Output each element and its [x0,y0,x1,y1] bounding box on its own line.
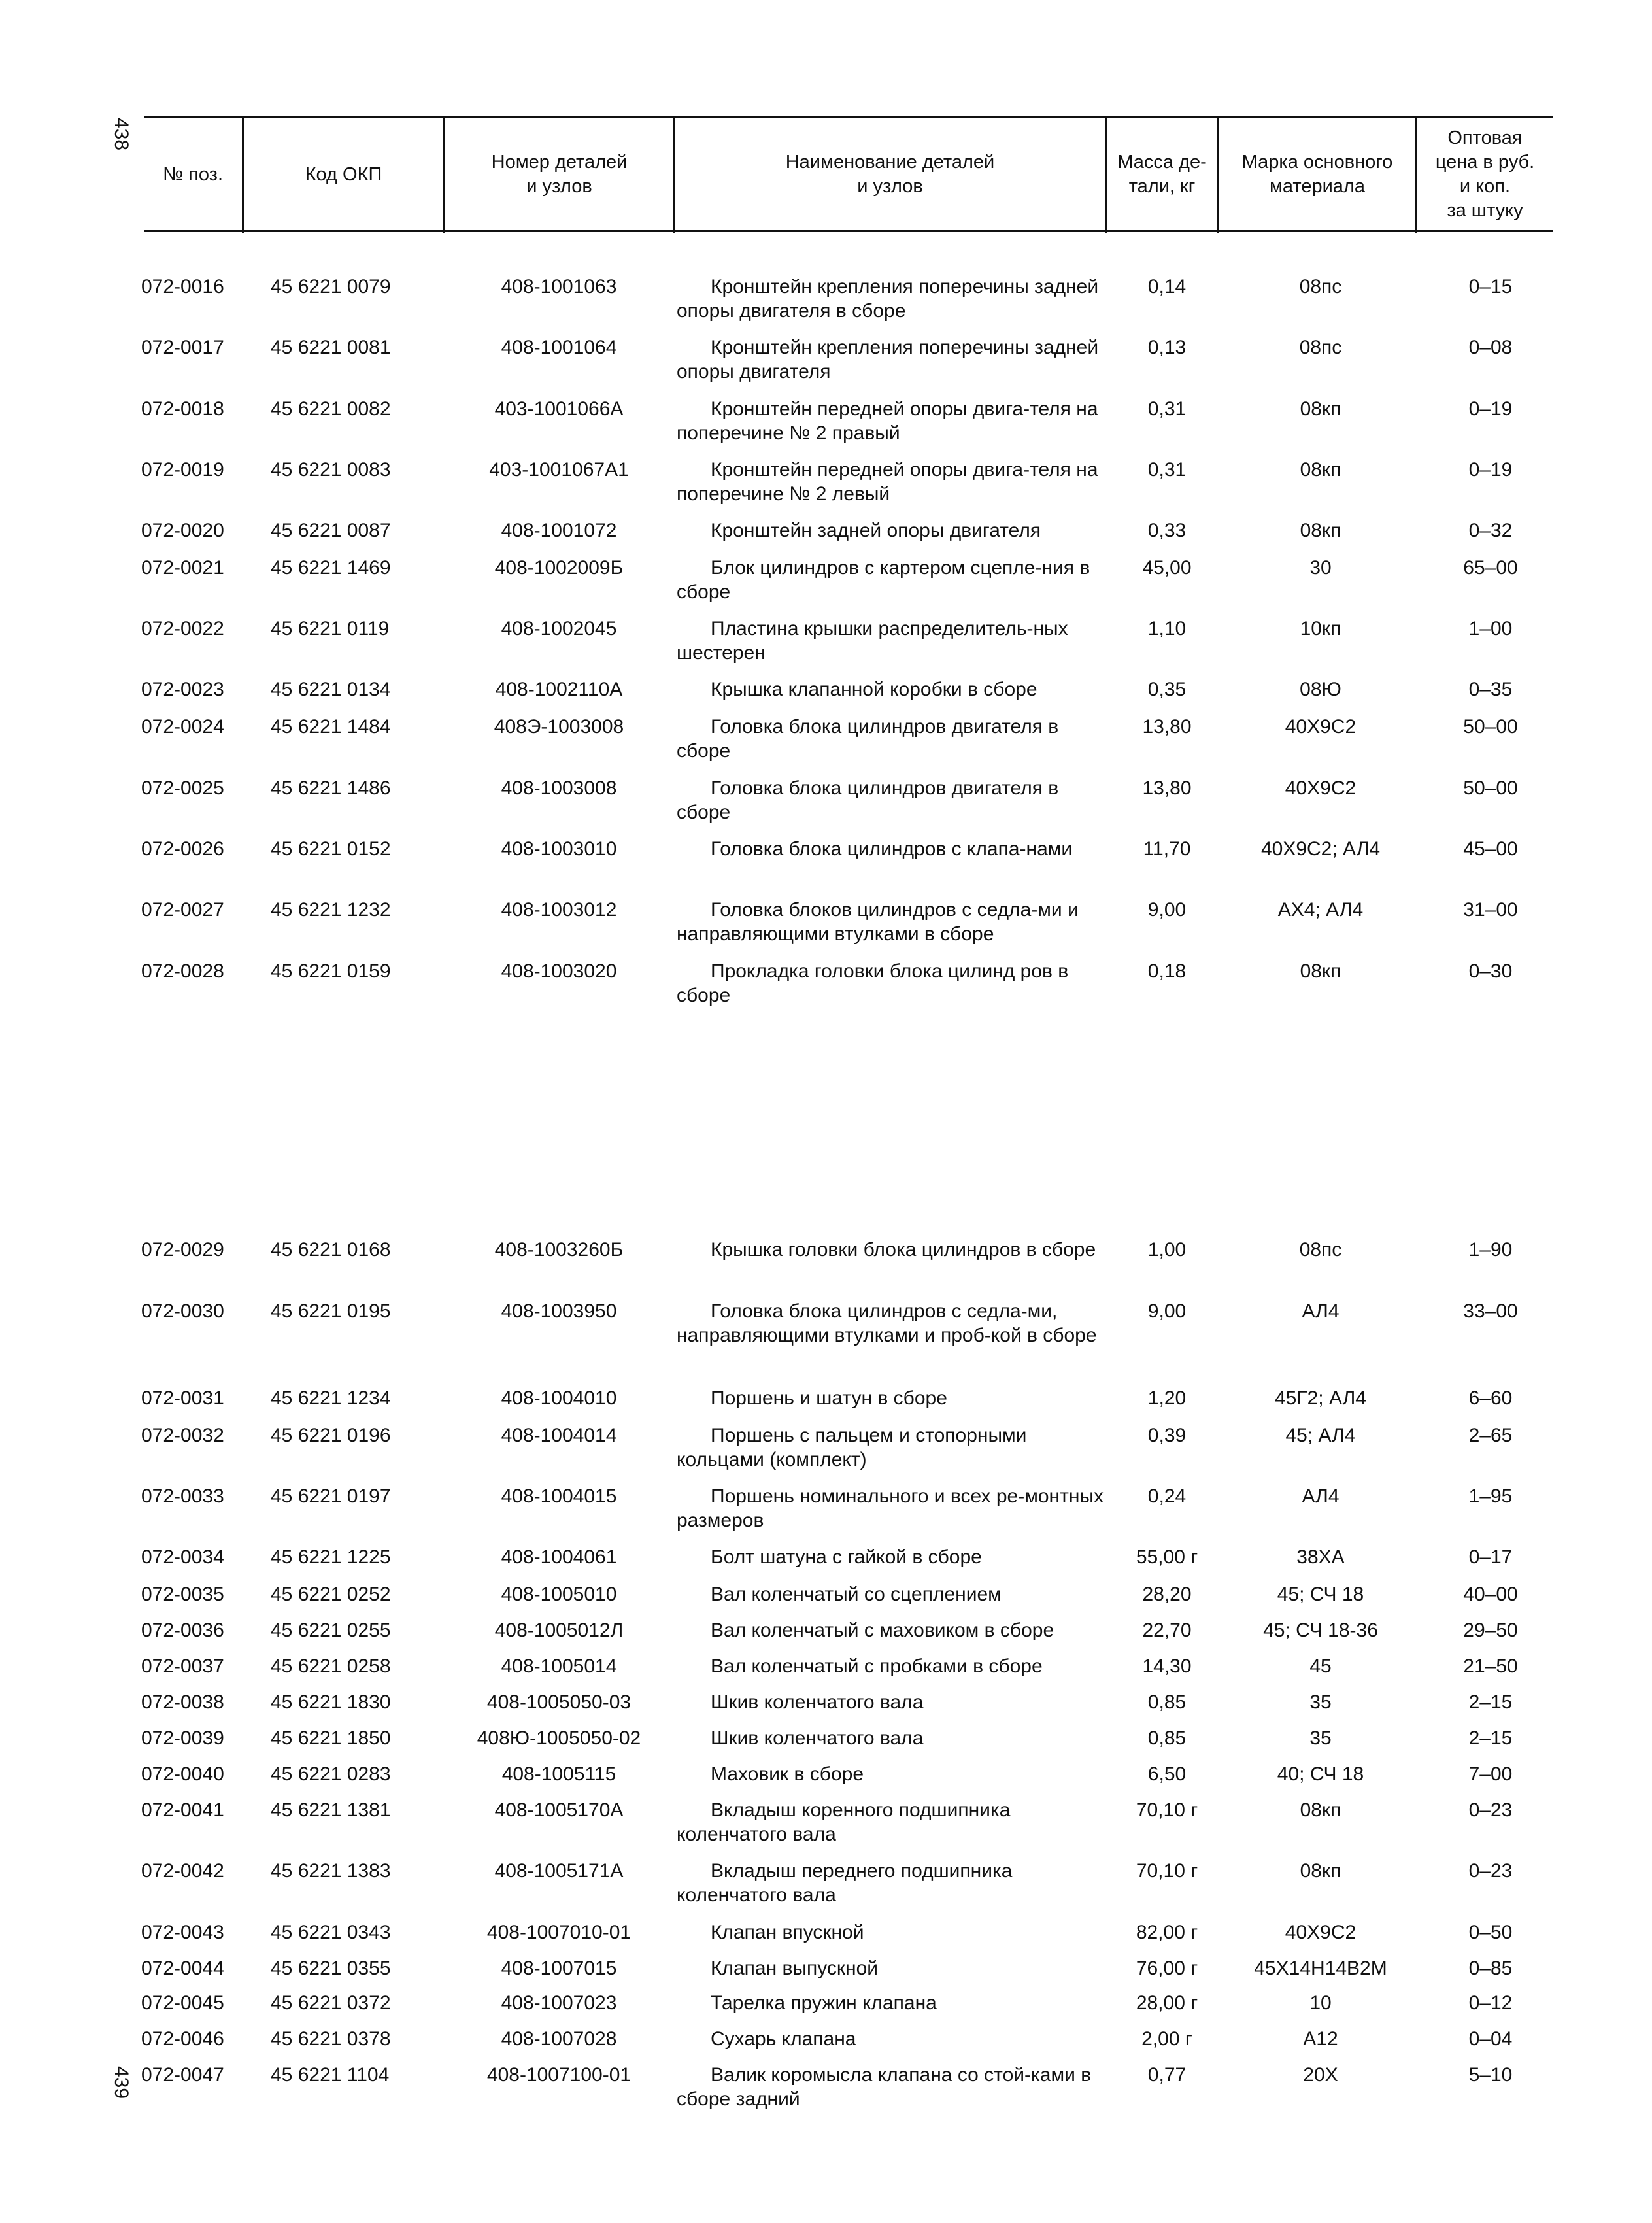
mass-cell: 70,10 г [1136,1860,1198,1882]
mass-cell: 11,70 [1143,838,1191,860]
part-number-cell: 408-1002045 [501,618,617,639]
okp-code-cell: 45 6221 0343 [271,1922,391,1943]
price-cell: 33–00 [1463,1300,1518,1322]
price-cell: 40–00 [1463,1584,1518,1605]
price-cell: 0–19 [1468,459,1513,481]
okp-code-cell: 45 6221 0372 [271,1992,391,2014]
price-cell: 1–90 [1468,1239,1513,1261]
mass-cell: 0,31 [1147,459,1187,481]
price-cell: 0–08 [1468,337,1513,358]
page-number-bottom: 439 [110,2065,133,2099]
mass-cell: 28,20 [1142,1584,1192,1605]
mass-cell: 82,00 г [1136,1922,1198,1943]
price-cell: 7–00 [1468,1763,1513,1785]
okp-code-cell: 45 6221 0087 [271,520,391,541]
part-name-cell: Валик коромысла клапана со стой-ками в сборе задний [677,2064,1092,2110]
pos-cell: 072-0046 [141,2028,224,2050]
part-name-cell: Крышка клапанной коробки в сборе [711,679,1037,700]
part-number-cell: 408-1003010 [501,838,617,860]
material-cell: 08пс [1299,1239,1342,1261]
okp-code-cell: 45 6221 0255 [271,1620,391,1641]
part-number-cell: 408-1003012 [501,899,617,921]
material-cell: 08кп [1300,1860,1341,1882]
pos-cell: 072-0020 [141,520,224,541]
material-cell: 40Х9С2 [1285,716,1357,738]
price-cell: 0–35 [1468,679,1513,700]
pos-cell: 072-0033 [141,1485,224,1507]
pos-cell: 072-0016 [141,276,224,297]
pos-cell: 072-0042 [141,1860,224,1882]
price-cell: 5–10 [1468,2064,1513,2086]
pos-cell: 072-0045 [141,1992,224,2014]
part-number-cell: 408-1001063 [501,276,617,297]
price-cell: 2–15 [1468,1691,1513,1713]
part-name-cell: Пластина крышки распределитель-ных шестерен [677,618,1068,664]
part-number-cell: 408-1007023 [501,1992,617,2014]
price-cell: 0–04 [1468,2028,1513,2050]
pos-cell: 072-0041 [141,1799,224,1821]
mass-cell: 1,00 [1147,1239,1187,1261]
material-cell: АХ4; АЛ4 [1277,899,1364,921]
pos-cell: 072-0019 [141,459,224,481]
header-material: Марка основного материала [1241,152,1393,197]
part-number-cell: 408-1003020 [501,960,617,982]
part-number-cell: 408-1003008 [501,777,617,799]
okp-code-cell: 45 6221 0079 [271,276,391,297]
part-name-cell: Шкив коленчатого вала [711,1691,924,1713]
part-name-cell: Кронштейн задней опоры двигателя [711,520,1041,541]
part-number-cell: 408-1007015 [501,1958,617,1979]
price-cell: 0–85 [1468,1958,1513,1979]
okp-code-cell: 45 6221 0197 [271,1485,391,1507]
material-cell: АЛ4 [1302,1300,1340,1322]
part-name-cell: Головка блока цилиндров двигателя в сборе [677,777,1059,823]
header-price: Оптовая цена в руб. и коп. за штуку [1435,127,1535,221]
material-cell: 40Х9С2; АЛ4 [1260,838,1381,860]
okp-code-cell: 45 6221 0195 [271,1300,391,1322]
material-cell: 08пс [1299,337,1342,358]
part-name-cell: Поршень с пальцем и стопорными кольцами (комплект) [677,1425,1027,1470]
mass-cell: 70,10 г [1136,1799,1198,1821]
price-cell: 0–50 [1468,1922,1513,1943]
pos-cell: 072-0024 [141,716,224,738]
mass-cell: 45,00 [1142,557,1192,579]
part-number-cell: 408-1003260Б [494,1239,624,1261]
header-okp: Код ОКП [305,163,382,185]
price-cell: 31–00 [1463,899,1518,921]
okp-code-cell: 45 6221 1225 [271,1546,391,1568]
material-cell: 35 [1309,1727,1332,1749]
part-name-cell: Клапан выпускной [711,1958,879,1979]
page-number-top: 438 [110,117,133,151]
pos-cell: 072-0038 [141,1691,224,1713]
okp-code-cell: 45 6221 1469 [271,557,391,579]
okp-code-cell: 45 6221 0378 [271,2028,391,2050]
part-number-cell: 403-1001066А [494,398,624,420]
part-number-cell: 403-1001067А1 [489,459,629,481]
okp-code-cell: 45 6221 0081 [271,337,391,358]
okp-code-cell: 45 6221 1850 [271,1727,391,1749]
price-cell: 0–30 [1468,960,1513,982]
part-number-cell: 408-1003950 [501,1300,617,1322]
pos-cell: 072-0028 [141,960,224,982]
mass-cell: 6,50 [1147,1763,1187,1785]
pos-cell: 072-0021 [141,557,224,579]
header-mass: Масса де- тали, кг [1117,152,1207,197]
part-name-cell: Поршень и шатун в сборе [711,1387,947,1409]
mass-cell: 0,33 [1147,520,1187,541]
price-cell: 0–19 [1468,398,1513,420]
pos-cell: 072-0018 [141,398,224,420]
part-number-cell: 408-1002110А [495,679,623,700]
mass-cell: 22,70 [1142,1620,1192,1641]
okp-code-cell: 45 6221 0355 [271,1958,391,1979]
pos-cell: 072-0029 [141,1239,224,1261]
price-cell: 29–50 [1463,1620,1518,1641]
material-cell: 30 [1309,557,1332,579]
okp-code-cell: 45 6221 0168 [271,1239,391,1261]
part-name-cell: Вкладыш коренного подшипника коленчатого вала [677,1799,1011,1845]
material-cell: 08кп [1300,1799,1341,1821]
part-number-cell: 408-1004015 [501,1485,617,1507]
part-number-cell: 408-1005050-03 [486,1691,632,1713]
mass-cell: 0,85 [1147,1691,1187,1713]
part-name-cell: Вал коленчатый с пробками в сборе [711,1655,1043,1677]
part-name-cell: Поршень номинального и всех ре-монтных размеров [677,1485,1104,1531]
material-cell: 45 [1309,1655,1332,1677]
pos-cell: 072-0036 [141,1620,224,1641]
mass-cell: 55,00 г [1136,1546,1198,1568]
pos-cell: 072-0032 [141,1425,224,1446]
material-cell: 35 [1309,1691,1332,1713]
mass-cell: 0,18 [1147,960,1187,982]
price-cell: 2–15 [1468,1727,1513,1749]
price-cell: 0–15 [1468,276,1513,297]
part-name-cell: Кронштейн передней опоры двига-теля на поперечине № 2 правый [677,398,1098,444]
mass-cell: 0,14 [1147,276,1187,297]
material-cell: 08кп [1300,398,1341,420]
mass-cell: 13,80 [1142,777,1192,799]
part-name-cell: Головка блока цилиндров с клапа-нами [711,838,1073,860]
part-name-cell: Маховик в сборе [711,1763,864,1785]
material-cell: АЛ4 [1302,1485,1340,1507]
okp-code-cell: 45 6221 0134 [271,679,391,700]
price-cell: 45–00 [1463,838,1518,860]
header-part-number: Номер деталей и узлов [491,152,628,197]
pos-cell: 072-0043 [141,1922,224,1943]
part-number-cell: 408-1004014 [501,1425,617,1446]
material-cell: 40Х9С2 [1285,1922,1357,1943]
part-name-cell: Вкладыш переднего подшипника коленчатого вала [677,1860,1013,1906]
material-cell: 38ХА [1296,1546,1345,1568]
price-cell: 1–95 [1468,1485,1513,1507]
pos-cell: 072-0044 [141,1958,224,1979]
part-number-cell: 408-1005170А [494,1799,624,1821]
okp-code-cell: 45 6221 0196 [271,1425,391,1446]
okp-code-cell: 45 6221 0082 [271,398,391,420]
okp-code-cell: 45 6221 1104 [271,2064,390,2086]
price-cell: 21–50 [1463,1655,1518,1677]
pos-cell: 072-0026 [141,838,224,860]
mass-cell: 1,10 [1147,618,1187,639]
mass-cell: 2,00 г [1141,2028,1192,2050]
material-cell: 45Х14Н14В2М [1254,1958,1387,1979]
material-cell: 20Х [1303,2064,1338,2086]
part-name-cell: Вал коленчатый с маховиком в сборе [711,1620,1054,1641]
mass-cell: 9,00 [1147,1300,1187,1322]
price-cell: 0–17 [1468,1546,1513,1568]
pos-cell: 072-0027 [141,899,224,921]
okp-code-cell: 45 6221 1383 [271,1860,391,1882]
okp-code-cell: 45 6221 1830 [271,1691,391,1713]
pos-cell: 072-0037 [141,1655,224,1677]
part-number-cell: 408-1001072 [501,520,617,541]
pos-cell: 072-0031 [141,1387,224,1409]
part-number-cell: 408-1007100-01 [486,2064,632,2086]
part-number-cell: 408-1002009Б [494,557,624,579]
part-number-cell: 408-1004061 [501,1546,617,1568]
pos-cell: 072-0017 [141,337,224,358]
part-name-cell: Шкив коленчатого вала [711,1727,924,1749]
part-number-cell: 408Э-1003008 [494,716,624,738]
part-name-cell: Клапан впускной [711,1922,864,1943]
part-number-cell: 408-1004010 [501,1387,617,1409]
part-name-cell: Кронштейн крепления поперечины задней опоры двигателя в сборе [677,276,1099,322]
pos-cell: 072-0047 [141,2064,224,2086]
material-cell: 08кп [1300,520,1341,541]
pos-cell: 072-0039 [141,1727,224,1749]
material-cell: 08пс [1299,276,1342,297]
part-number-cell: 408-1005171А [494,1860,624,1882]
mass-cell: 0,31 [1147,398,1187,420]
okp-code-cell: 45 6221 0119 [271,618,390,639]
pos-cell: 072-0034 [141,1546,224,1568]
price-cell: 1–00 [1468,618,1513,639]
material-cell: 40; СЧ 18 [1277,1763,1364,1785]
part-name-cell: Сухарь клапана [711,2028,856,2050]
part-name-cell: Головка блока цилиндров с седла-ми, направляющими втулками и проб-кой в сборе [677,1300,1097,1346]
pos-cell: 072-0030 [141,1300,224,1322]
okp-code-cell: 45 6221 0258 [271,1655,391,1677]
part-number-cell: 408-1005014 [501,1655,617,1677]
okp-code-cell: 45 6221 1232 [271,899,391,921]
okp-code-cell: 45 6221 0152 [271,838,391,860]
price-cell: 0–32 [1468,520,1513,541]
part-name-cell: Головка блоков цилиндров с седла-ми и направляющими втулками в сборе [677,899,1079,945]
material-cell: 45Г2; АЛ4 [1274,1387,1366,1409]
pos-cell: 072-0040 [141,1763,224,1785]
mass-cell: 0,77 [1147,2064,1187,2086]
part-number-cell: 408-1005012Л [494,1620,624,1641]
okp-code-cell: 45 6221 1484 [271,716,391,738]
part-name-cell: Вал коленчатый со сцеплением [711,1584,1002,1605]
part-name-cell: Кронштейн крепления поперечины задней опоры двигателя [677,337,1099,382]
part-name-cell: Кронштейн передней опоры двига-теля на поперечине № 2 левый [677,459,1098,505]
okp-code-cell: 45 6221 1234 [271,1387,391,1409]
part-name-cell: Крышка головки блока цилиндров в сборе [711,1239,1096,1261]
material-cell: 45; СЧ 18 [1277,1584,1364,1605]
part-name-cell: Блок цилиндров с картером сцепле-ния в сборе [677,557,1090,603]
price-cell: 0–12 [1468,1992,1513,2014]
part-name-cell: Головка блока цилиндров двигателя в сборе [677,716,1059,762]
part-number-cell: 408Ю-1005050-02 [477,1727,641,1749]
mass-cell: 76,00 г [1136,1958,1198,1979]
material-cell: 08Ю [1300,679,1341,700]
material-cell: 08кп [1300,459,1341,481]
part-number-cell: 408-1007010-01 [486,1922,632,1943]
material-cell: 45; СЧ 18-36 [1263,1620,1378,1641]
mass-cell: 9,00 [1147,899,1187,921]
okp-code-cell: 45 6221 1381 [271,1799,391,1821]
part-number-cell: 408-1005010 [501,1584,617,1605]
okp-code-cell: 45 6221 0083 [271,459,391,481]
mass-cell: 0,35 [1147,679,1187,700]
part-name-cell: Тарелка пружин клапана [711,1992,937,2014]
okp-code-cell: 45 6221 0159 [271,960,391,982]
material-cell: 40Х9С2 [1285,777,1357,799]
mass-cell: 28,00 г [1136,1992,1198,2014]
price-cell: 50–00 [1463,777,1518,799]
part-name-cell: Прокладка головки блока цилинд ров в сборе [677,960,1069,1006]
price-cell: 65–00 [1463,557,1518,579]
material-cell: 08кп [1300,960,1341,982]
mass-cell: 14,30 [1142,1655,1192,1677]
material-cell: А12 [1303,2028,1338,2050]
header-name: Наименование деталей и узлов [785,152,995,197]
mass-cell: 0,39 [1147,1425,1187,1446]
part-number-cell: 408-1005115 [501,1763,616,1785]
mass-cell: 0,24 [1147,1485,1187,1507]
part-number-cell: 408-1001064 [501,337,617,358]
pos-cell: 072-0035 [141,1584,224,1605]
material-cell: 10 [1309,1992,1332,2014]
pos-cell: 072-0025 [141,777,224,799]
price-cell: 2–65 [1468,1425,1513,1446]
part-name-cell: Болт шатуна с гайкой в сборе [711,1546,982,1568]
price-cell: 0–23 [1468,1799,1513,1821]
price-cell: 6–60 [1468,1387,1513,1409]
mass-cell: 0,13 [1147,337,1187,358]
price-cell: 50–00 [1463,716,1518,738]
price-cell: 0–23 [1468,1860,1513,1882]
mass-cell: 1,20 [1147,1387,1187,1409]
mass-cell: 0,85 [1147,1727,1187,1749]
header-pos: № поз. [162,163,224,185]
material-cell: 10кп [1300,618,1341,639]
okp-code-cell: 45 6221 1486 [271,777,391,799]
pos-cell: 072-0023 [141,679,224,700]
pos-cell: 072-0022 [141,618,224,639]
mass-cell: 13,80 [1142,716,1192,738]
part-number-cell: 408-1007028 [501,2028,617,2050]
okp-code-cell: 45 6221 0283 [271,1763,391,1785]
okp-code-cell: 45 6221 0252 [271,1584,391,1605]
material-cell: 45; АЛ4 [1285,1425,1356,1446]
